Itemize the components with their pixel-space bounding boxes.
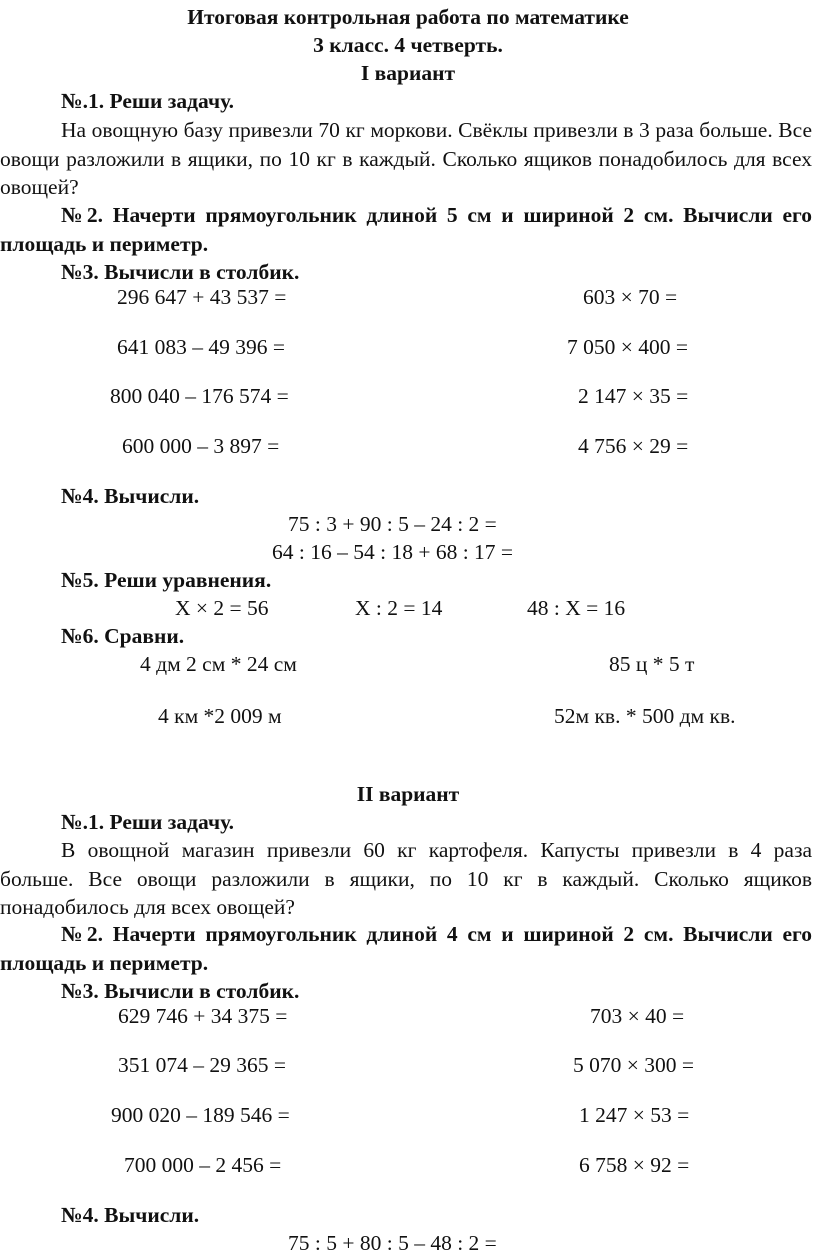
v1-task4-expr-2: 64 : 16 – 54 : 18 + 68 : 17 =	[272, 540, 514, 564]
variant-2-title: II вариант	[356, 782, 460, 806]
v1-equation-1: Х × 2 = 56	[175, 596, 269, 620]
grade-quarter: 3 класс. 4 четверть.	[313, 33, 503, 57]
v1-task1-heading: №.1. Реши задачу.	[61, 89, 235, 113]
v1-task5-heading: №5. Реши уравнения.	[61, 568, 272, 592]
v1-compare-2: 85 ц * 5 т	[609, 652, 695, 676]
v2-task1-heading: №.1. Реши задачу.	[61, 810, 235, 834]
v2-mult-expr-3: 1 247 × 53 =	[579, 1103, 690, 1127]
v2-task2-text: №2. Начерти прямоугольник длиной 4 см и шириной 2 см. Вычисли его площадь и периметр.	[0, 922, 812, 975]
v1-equation-3: 48 : Х = 16	[527, 596, 626, 620]
v2-column-expr-4: 700 000 – 2 456 =	[124, 1153, 282, 1177]
v1-task2-text: №2. Начерти прямоугольник длиной 5 см и шириной 2 см. Вычисли его площадь и периметр.	[0, 203, 812, 256]
v1-task4-expr-1: 75 : 3 + 90 : 5 – 24 : 2 =	[288, 512, 497, 536]
v1-mult-expr-3: 2 147 × 35 =	[578, 384, 689, 408]
v2-task4-heading: №4. Вычисли.	[61, 1203, 200, 1227]
v2-column-expr-2: 351 074 – 29 365 =	[118, 1053, 287, 1077]
v1-task6-heading: №6. Сравни.	[61, 624, 185, 648]
v1-compare-1: 4 дм 2 см * 24 см	[140, 652, 297, 676]
v2-mult-expr-2: 5 070 × 300 =	[573, 1053, 695, 1077]
v1-mult-expr-4: 4 756 × 29 =	[578, 434, 689, 458]
v1-mult-expr-2: 7 050 × 400 =	[567, 335, 689, 359]
v2-mult-expr-1: 703 × 40 =	[590, 1004, 685, 1028]
v1-task4-heading: №4. Вычисли.	[61, 484, 200, 508]
v2-column-expr-1: 629 746 + 34 375 =	[118, 1004, 288, 1028]
v1-mult-expr-1: 603 × 70 =	[583, 285, 678, 309]
v2-mult-expr-4: 6 758 × 92 =	[579, 1153, 690, 1177]
v1-column-expr-2: 641 083 – 49 396 =	[117, 335, 286, 359]
v1-column-expr-1: 296 647 + 43 537 =	[117, 285, 287, 309]
v2-column-expr-3: 900 020 – 189 546 =	[111, 1103, 290, 1127]
v2-task1-text: В овощной магазин привезли 60 кг картофеля. Капусты привезли в 4 раза больше. Все овощи разложили в ящики, по 10 кг в каждый. Сколько ящиков понадобилось для всех овощей?	[0, 838, 812, 919]
v1-column-expr-3: 800 040 – 176 574 =	[110, 384, 289, 408]
v1-compare-4: 52м кв. * 500 дм кв.	[554, 704, 736, 728]
worksheet-title: Итоговая контрольная работа по математике	[187, 5, 629, 29]
v1-task3-heading: №3. Вычисли в столбик.	[61, 260, 300, 284]
v1-task1-text: На овощную базу привезли 70 кг моркови. Свёклы привезли в 3 раза больше. Все овощи разложили в ящики, по 10 кг в каждый. Сколько ящиков понадобилось для всех овощей?	[0, 118, 812, 199]
v1-column-expr-4: 600 000 – 3 897 =	[122, 434, 280, 458]
v1-compare-3: 4 км *2 009 м	[158, 704, 282, 728]
variant-1-title: I вариант	[360, 61, 456, 85]
v2-task3-heading: №3. Вычисли в столбик.	[61, 979, 300, 1003]
v2-task4-expr-1: 75 : 5 + 80 : 5 – 48 : 2 =	[288, 1231, 497, 1255]
v1-equation-2: Х : 2 = 14	[355, 596, 443, 620]
